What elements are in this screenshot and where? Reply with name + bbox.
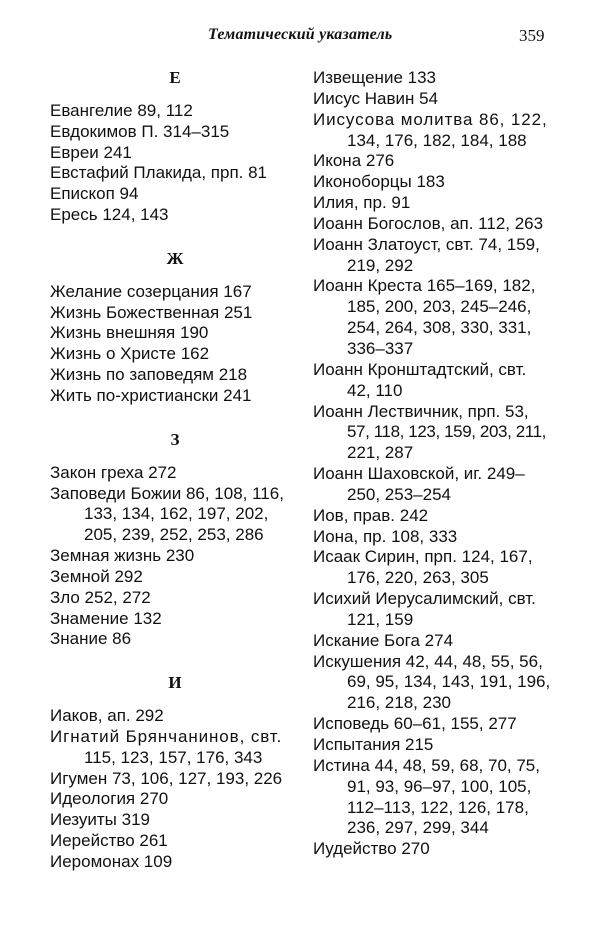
index-entry <box>313 193 573 214</box>
entry-continuation-line: 121, 159 <box>347 609 414 629</box>
entry-line: Иисусова молитва 86, 122, <box>313 109 548 129</box>
entry-line: Жить по-христиански 241 <box>50 385 252 405</box>
index-column-left <box>50 68 300 873</box>
entry-line: Игумен 73, 106, 127, 193, 226 <box>50 768 283 788</box>
index-entry <box>313 360 573 402</box>
entry-line: Идеология 270 <box>50 789 169 809</box>
running-title: Тематический указатель <box>208 26 393 43</box>
index-entry <box>50 789 300 810</box>
entry-continuation-line: 115, 123, 157, 176, 343 <box>84 747 263 767</box>
entry-continuation-line: 112–113, 122, 126, 178, <box>347 797 529 817</box>
index-entry <box>50 101 300 122</box>
entry-line: Зло 252, 272 <box>50 587 151 607</box>
entry-line: Испытания 215 <box>313 735 434 754</box>
page-number: 359 <box>519 26 545 45</box>
entry-continuation-line: 336–337 <box>347 338 414 358</box>
entry-line: Евреи 241 <box>50 142 132 162</box>
index-entry <box>313 464 573 506</box>
index-entry <box>50 463 300 484</box>
index-entry <box>313 527 573 548</box>
entry-line: Извещение 133 <box>313 68 436 87</box>
entry-continuation-line: 185, 200, 203, 245–246, <box>347 297 532 317</box>
entry-line: Иоанн Златоуст, свт. 74, 159, <box>313 234 540 254</box>
index-entry <box>313 68 573 89</box>
index-entry <box>313 151 573 172</box>
entry-continuation-line: 236, 297, 299, 344 <box>347 818 489 838</box>
entry-continuation-line: 221, 287 <box>347 443 414 463</box>
index-section-zh <box>50 249 300 407</box>
index-section-e <box>50 68 300 226</box>
entry-continuation-line: 254, 264, 308, 330, 331, <box>347 318 532 338</box>
entry-line: Иоанн Креста 165–169, 182, <box>313 276 536 296</box>
entry-line: Иона, пр. 108, 333 <box>313 526 458 546</box>
index-entry <box>50 303 300 324</box>
index-entry <box>50 706 300 727</box>
index-entry <box>50 184 300 205</box>
index-entry <box>50 344 300 365</box>
index-entry <box>313 652 573 715</box>
index-entry <box>50 831 300 852</box>
entry-continuation-line: 133, 134, 162, 197, 202, <box>84 504 269 524</box>
entry-line: Жизнь Божественная 251 <box>50 302 253 322</box>
section-letter-heading: Ж <box>166 248 184 268</box>
entry-line: Евдокимов П. 314–315 <box>50 121 230 141</box>
entry-line: Иконоборцы 183 <box>313 172 445 192</box>
entry-line: Закон греха 272 <box>50 462 177 482</box>
index-entry <box>313 172 573 193</box>
index-entry <box>313 506 573 527</box>
entry-line: Исповедь 60–61, 155, 277 <box>313 714 517 734</box>
index-entry <box>50 727 300 769</box>
entry-continuation-line: 205, 239, 252, 253, 286 <box>84 525 264 545</box>
entry-continuation-line: 57, 118, 123, 159, 203, 211, <box>347 422 546 442</box>
entry-line: Илия, пр. 91 <box>313 193 411 213</box>
entry-line: Желание созерцания 167 <box>50 281 252 301</box>
entry-line: Жизнь о Христе 162 <box>50 344 210 364</box>
entry-line: Иаков, ап. 292 <box>50 706 164 726</box>
index-entry <box>50 122 300 143</box>
index-entry <box>50 386 300 407</box>
index-entry <box>50 323 300 344</box>
index-entry <box>50 205 300 226</box>
entry-line: Жизнь внешняя 190 <box>50 323 209 343</box>
index-entry <box>313 235 573 277</box>
entry-line: Иов, прав. 242 <box>313 505 429 525</box>
entry-line: Иоанн Лествичник, прп. 53, <box>313 401 529 421</box>
entry-line: Жизнь по заповедям 218 <box>50 365 248 385</box>
entry-line: Исихий Иерусалимский, свт. <box>313 589 536 609</box>
entry-line: Искание Бога 274 <box>313 630 454 650</box>
entry-continuation-line: 69, 95, 134, 143, 191, 196, <box>347 672 551 692</box>
index-entry <box>50 609 300 630</box>
entry-line: Знание 86 <box>50 629 132 649</box>
entry-line: Заповеди Божии 86, 108, 116, <box>50 483 284 503</box>
index-section-z <box>50 430 300 650</box>
index-entry <box>313 214 573 235</box>
entry-line: Игнатий Брянчанинов, свт. <box>50 726 283 746</box>
section-letter-heading: Е <box>169 68 181 87</box>
index-entry <box>50 365 300 386</box>
entry-line: Евстафий Плакида, прп. 81 <box>50 163 267 183</box>
entry-line: Икона 276 <box>313 151 395 171</box>
index-entry <box>50 143 300 164</box>
entry-line: Иеромонах 109 <box>50 852 173 871</box>
index-entry <box>50 769 300 790</box>
entry-line: Земной 292 <box>50 566 143 586</box>
entry-line: Знамение 132 <box>50 608 162 628</box>
entry-continuation-line: 219, 292 <box>347 255 414 275</box>
index-entry <box>313 110 573 152</box>
index-entry <box>50 546 300 567</box>
section-letter-heading: И <box>168 673 182 693</box>
section-letter-heading: З <box>170 429 180 449</box>
index-section-i <box>50 673 300 873</box>
entry-continuation-line: 42, 110 <box>347 380 403 400</box>
running-header <box>0 26 600 50</box>
entry-continuation-line: 176, 220, 263, 305 <box>347 568 489 588</box>
index-entry <box>50 852 300 873</box>
index-entry <box>50 588 300 609</box>
entry-line: Иоанн Богослов, ап. 112, 263 <box>313 213 544 233</box>
entry-line: Епископ 94 <box>50 184 139 204</box>
index-entry <box>50 163 300 184</box>
index-entry <box>313 547 573 589</box>
entry-continuation-line: 216, 218, 230 <box>347 693 451 713</box>
entry-line: Иерейство 261 <box>50 831 168 851</box>
entry-continuation-line: 250, 253–254 <box>347 484 451 504</box>
index-entry <box>50 282 300 303</box>
entry-continuation-line: 91, 93, 96–97, 100, 105, <box>347 776 532 796</box>
index-entry <box>313 402 573 465</box>
entry-line: Искушения 42, 44, 48, 55, 56, <box>313 651 543 671</box>
entry-line: Иудейство 270 <box>313 839 430 859</box>
index-entry <box>313 276 573 359</box>
entry-continuation-line: 134, 176, 182, 184, 188 <box>347 130 527 150</box>
entry-line: Иезуиты 319 <box>50 810 150 830</box>
index-entry <box>313 839 573 860</box>
index-entry <box>313 589 573 631</box>
index-entry <box>313 735 573 756</box>
index-entry <box>50 484 300 547</box>
entry-line: Исаак Сирин, прп. 124, 167, <box>313 547 533 567</box>
entry-line: Земная жизнь 230 <box>50 546 195 566</box>
index-entry <box>313 756 573 839</box>
index-entry <box>313 631 573 652</box>
index-entry <box>313 714 573 735</box>
index-entry <box>50 567 300 588</box>
entry-line: Иоанн Кронштадтский, свт. <box>313 359 527 379</box>
index-entry <box>50 810 300 831</box>
entry-line: Иоанн Шаховской, иг. 249– <box>313 464 525 484</box>
entry-line: Иисус Навин 54 <box>313 88 439 108</box>
index-column-right <box>313 68 573 860</box>
entry-line: Истина 44, 48, 59, 68, 70, 75, <box>313 755 540 775</box>
entry-line: Евангелие 89, 112 <box>50 100 193 120</box>
index-entry <box>313 89 573 110</box>
index-entry <box>50 629 300 650</box>
entry-line: Ересь 124, 143 <box>50 205 169 225</box>
